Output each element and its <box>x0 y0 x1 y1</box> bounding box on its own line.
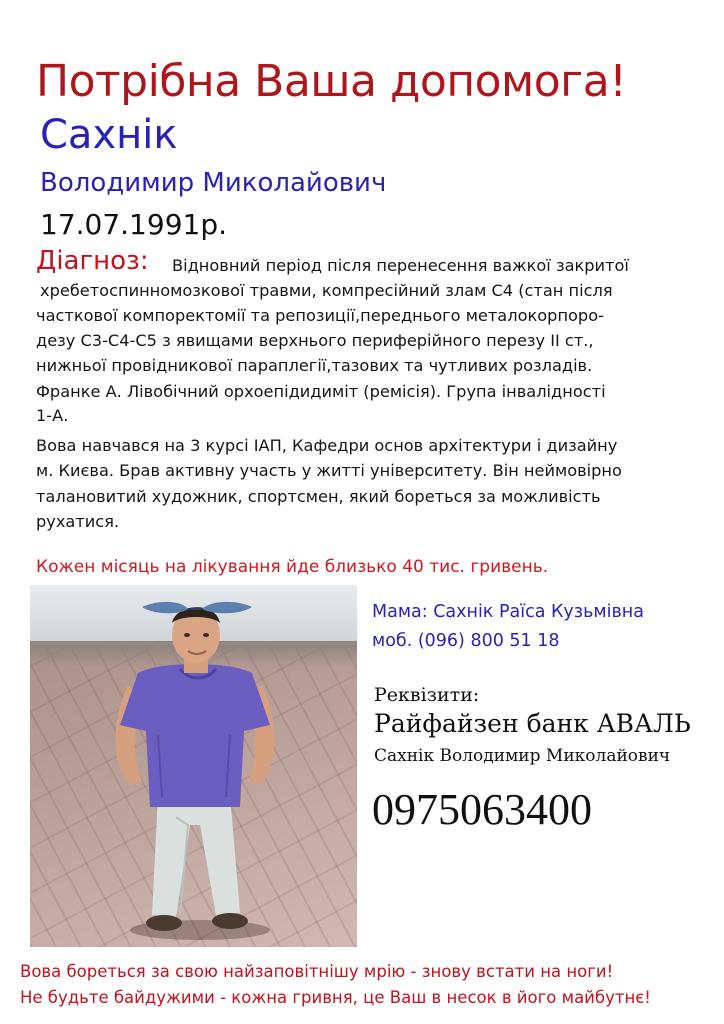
requisites-label: Реквізити: <box>374 684 480 706</box>
story-line: рухатися. <box>36 512 120 531</box>
diagnosis-line: дезу С3-С4-С5 з явищами верхнього периферійного перезу ІІ ст., <box>36 331 594 350</box>
account-number: 0975063400 <box>372 785 592 834</box>
headline: Потрібна Ваша допомога! <box>36 56 627 107</box>
story-line: Вова навчався на 3 курсі ІАП, Кафедри основ архітектури і дизайну <box>36 436 618 455</box>
mother-phone: моб. (096) 800 51 18 <box>372 631 560 651</box>
diagnosis-line: нижньої провідникової параплегії,тазових та чутливих розладів. <box>36 356 593 375</box>
monthly-cost: Кожен місяць на лікування йде близько 40 тис. гривень. <box>36 557 549 577</box>
birth-date: 17.07.1991р. <box>40 208 227 241</box>
mother-contact: Мама: Сахнік Раїса Кузьмівна <box>372 602 644 622</box>
diagnosis-line: часткової компоректомії та репозиції,переднього металокорпоро- <box>36 306 604 325</box>
diagnosis-line: Франке А. Лівобічний орхоепідидиміт (ремісія). Група інвалідності <box>36 382 606 401</box>
person-figure <box>30 585 357 947</box>
diagnosis-line: хребетоспинномозкової травми, компресійний злам С4 (стан після <box>40 281 613 300</box>
bank-name: Райфайзен банк АВАЛЬ <box>374 709 691 738</box>
diagnosis-label: Діагноз: <box>36 246 149 276</box>
surname: Сахнік <box>40 112 178 158</box>
diagnosis-line: 1-А. <box>36 406 69 425</box>
story-line: м. Києва. Брав активну участь у житті університету. Він неймовірно <box>36 461 622 480</box>
diagnosis-line: Відновний період після перенесення важкої закритої <box>172 256 629 275</box>
footer-appeal-line-1: Вова бореться за свою найзаповітнішу мрію - знову встати на ноги! <box>20 962 614 981</box>
account-holder: Сахнік Володимир Миколайович <box>374 746 671 766</box>
portrait-photo <box>30 585 357 947</box>
given-names: Володимир Миколайович <box>40 168 387 198</box>
footer-appeal-line-2: Не будьте байдужими - кожна гривня, це Ваш в несок в його майбутнє! <box>20 988 651 1007</box>
story-line: талановитий художник, спортсмен, який бореться за можливість <box>36 487 601 506</box>
